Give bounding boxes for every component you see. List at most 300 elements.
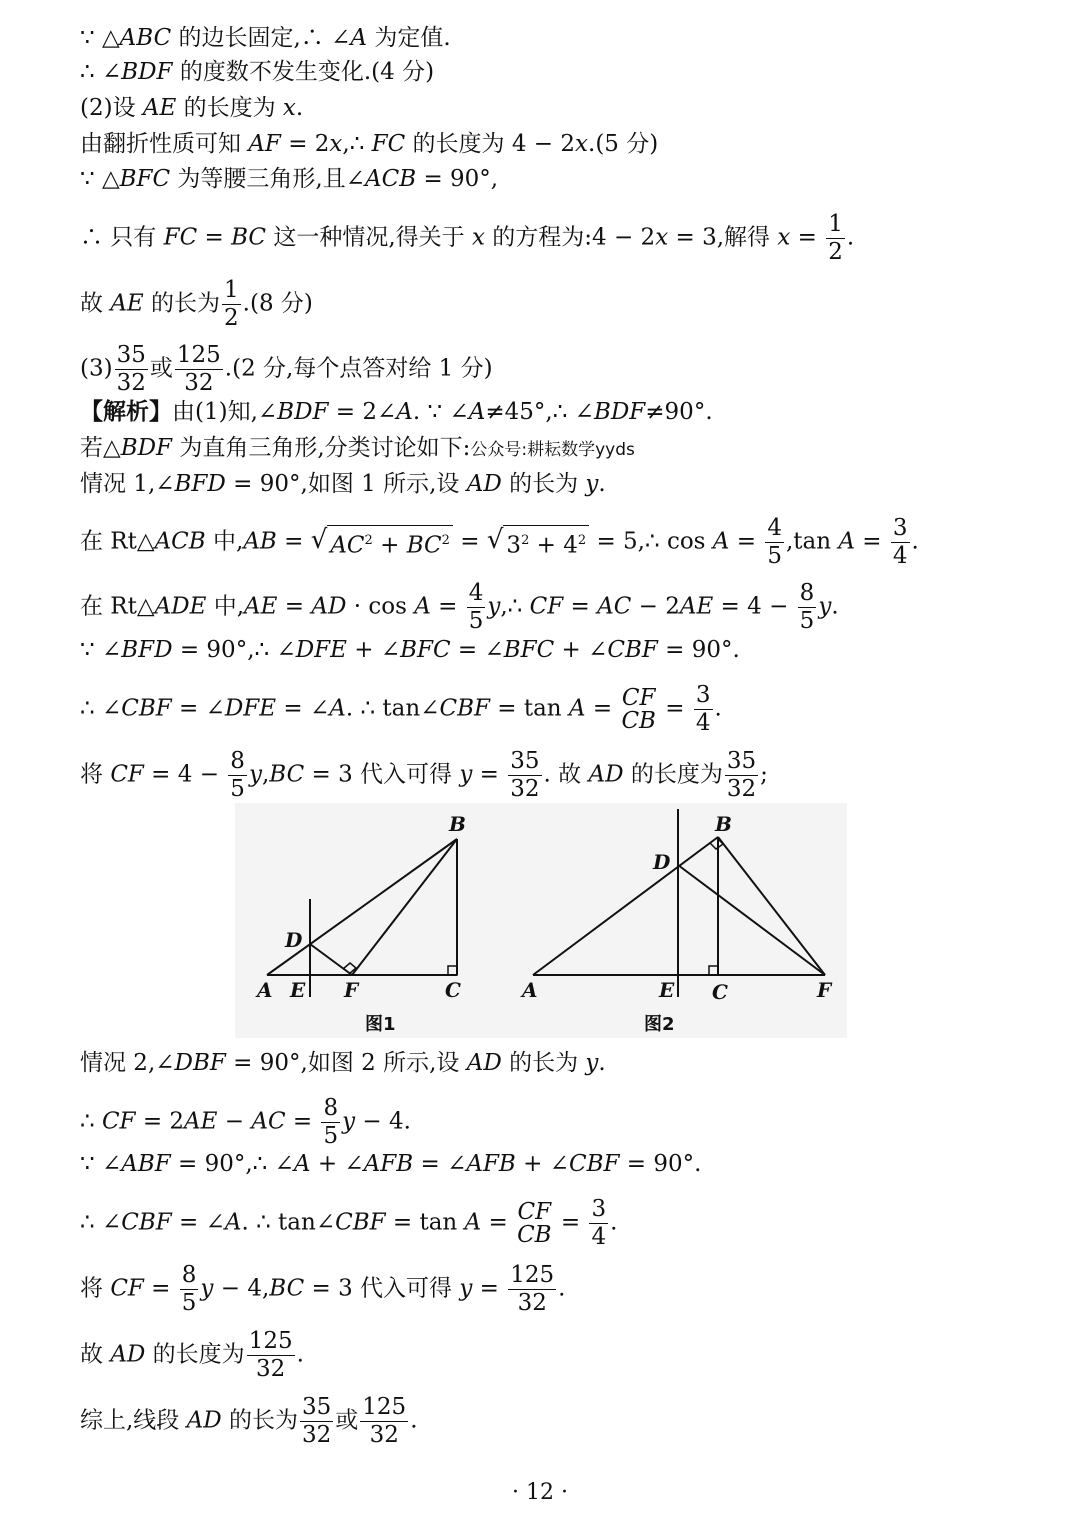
fig1-label-a: A (257, 978, 273, 1002)
t: = (285, 1108, 320, 1135)
t: . (831, 593, 839, 620)
t: 3 (506, 532, 522, 559)
fraction (798, 582, 817, 633)
fraction (508, 1264, 556, 1315)
line-11 (80, 468, 606, 500)
t: = 90°,∴ ∠ (170, 1151, 294, 1177)
fig1-right-angle-c (448, 966, 457, 975)
numerator: 3 (591, 1196, 607, 1222)
t: = 4 − (713, 593, 796, 620)
t: . (846, 224, 855, 251)
t: − 2 (631, 593, 680, 620)
numerator: 4 (468, 580, 484, 606)
numerator: 35 (726, 748, 757, 774)
fig2-label-f: F (817, 978, 832, 1002)
fig2-label-a: A (522, 978, 538, 1002)
figures-svg (235, 803, 847, 1038)
radical-sign: √ (310, 524, 328, 555)
t: y (459, 761, 473, 788)
t: CBF (335, 1209, 386, 1236)
t: = 90°, (416, 166, 499, 192)
fraction (765, 517, 784, 568)
t: 的长为 (221, 1407, 298, 1434)
numerator: 1 (828, 211, 843, 237)
t: + ∠ (515, 1151, 569, 1177)
t: y (342, 1108, 356, 1135)
t: x (282, 95, 296, 121)
t: A (568, 695, 586, 722)
t: 或 (335, 1407, 359, 1434)
t: AE (110, 290, 144, 317)
line-23 (80, 1396, 418, 1447)
t: · cos (346, 593, 415, 620)
t: = 2 (135, 1108, 185, 1135)
t: AF (248, 131, 281, 157)
t: ,∴ (342, 131, 372, 157)
t: (2)设 (80, 95, 143, 121)
t: AD (110, 1341, 146, 1368)
t: AD (311, 593, 347, 620)
t: = (854, 528, 889, 555)
line-15 (80, 684, 722, 735)
numerator: 3 (892, 515, 908, 541)
fig1-label-d: D (285, 928, 303, 952)
t: y (248, 761, 262, 788)
t: A (414, 593, 431, 620)
t: BDF (277, 399, 329, 425)
fraction (694, 684, 713, 735)
numerator: CF (621, 684, 656, 711)
t: = (563, 593, 598, 620)
t: ≠90°. (645, 399, 713, 425)
t: = (143, 1275, 178, 1302)
t: ∵ ∠ (80, 1151, 122, 1177)
t: 的长度为 (623, 761, 723, 788)
numerator: 125 (176, 342, 221, 368)
t: (3) (80, 355, 113, 382)
denominator: 32 (517, 1290, 547, 1316)
t: = 2 (280, 131, 330, 157)
t: CF (110, 761, 144, 788)
fig1-segment-fb (352, 839, 457, 975)
t: = (472, 761, 507, 788)
t: A (224, 1209, 242, 1236)
t: = (276, 528, 311, 555)
line-8 (80, 344, 493, 395)
t: FC (371, 131, 406, 157)
t: + ∠ (346, 637, 401, 663)
denominator: CB (621, 707, 656, 734)
t: + ∠ (554, 637, 608, 663)
t: FC (163, 224, 198, 251)
t: 故 (80, 1341, 111, 1368)
t: . (410, 1407, 418, 1434)
t: y (487, 593, 501, 620)
t: 在 Rt△ (80, 593, 155, 620)
denominator: 32 (726, 776, 757, 802)
numerator: 35 (116, 342, 146, 368)
t: ∴ 只有 (80, 224, 164, 251)
t: y (459, 1275, 473, 1302)
t: 的长为 (501, 471, 586, 497)
line-16 (80, 750, 768, 801)
t: BFD (174, 471, 226, 497)
line-5 (80, 163, 498, 195)
t: = (430, 593, 465, 620)
fraction (891, 517, 910, 568)
t: = (277, 593, 312, 620)
line-1 (80, 22, 451, 54)
t: . (558, 1275, 566, 1302)
t: = 90°,∴ ∠ (172, 637, 296, 663)
line-10 (80, 432, 635, 466)
line-7 (80, 279, 313, 330)
denominator: CB (517, 1221, 552, 1248)
t: BC (269, 1275, 305, 1302)
t: 的度数不发生变化.(4 分) (172, 59, 435, 85)
line-4 (80, 128, 658, 160)
fraction (826, 213, 845, 264)
t: AD (588, 761, 624, 788)
t: x (655, 224, 669, 251)
t: y (585, 1050, 599, 1076)
t: 中, (205, 528, 244, 555)
fig1-label-e: E (290, 978, 306, 1002)
t: = 90°. (657, 637, 740, 663)
fraction (467, 582, 486, 633)
t: x (329, 131, 343, 157)
t: ∴ ∠ (80, 695, 122, 722)
t: . (610, 1209, 618, 1236)
line-9 (80, 396, 713, 428)
line-13 (80, 582, 839, 633)
t: ∴ ∠ (80, 1209, 122, 1236)
t: 的长度为 (176, 95, 283, 121)
radical-sign: √ (486, 524, 504, 555)
t: AC (330, 532, 365, 559)
t: = 90°,如图 2 所示,设 (225, 1050, 467, 1076)
t: ,∴ (500, 593, 530, 620)
fig1-caption: 图1 (365, 1014, 396, 1035)
t: 的长为 (143, 290, 221, 317)
t: . ∴ tan∠ (241, 1209, 336, 1236)
fraction (247, 1330, 295, 1381)
fraction (508, 750, 541, 801)
t: A (468, 399, 486, 425)
fig1-label-c: C (445, 978, 461, 1002)
t: .(5 分) (588, 131, 659, 157)
t: ,tan (785, 528, 839, 555)
fraction (115, 344, 148, 395)
line-19 (80, 1148, 701, 1180)
denominator: 32 (302, 1422, 332, 1448)
t: A (329, 695, 346, 722)
numerator: 4 (767, 515, 782, 541)
t: AE (184, 1108, 218, 1135)
t: AE (679, 593, 714, 620)
t: + (372, 532, 407, 559)
denominator: 4 (892, 543, 908, 569)
t: . (911, 528, 919, 555)
denominator: 32 (256, 1356, 286, 1382)
t: . 故 (543, 761, 589, 788)
t: BC (231, 224, 267, 251)
fig1-label-b: B (449, 812, 466, 836)
t: = (729, 528, 764, 555)
t: BFC (119, 166, 171, 192)
denominator: 5 (468, 608, 484, 634)
t: = ∠ (413, 1151, 467, 1177)
line-17 (80, 1047, 606, 1079)
numerator: 125 (510, 1262, 555, 1288)
t: AC (597, 593, 632, 620)
t: ACB (365, 166, 417, 192)
t: . (598, 471, 606, 497)
t: 情况 2,∠ (80, 1050, 175, 1076)
t: AC (251, 1108, 286, 1135)
numerator: 8 (323, 1095, 339, 1121)
t: 为直角三角形,分类讨论如下: (172, 435, 471, 461)
line-18 (80, 1097, 411, 1148)
t: = (472, 1275, 507, 1302)
t: A (464, 1209, 482, 1236)
t: A (293, 1151, 311, 1177)
t: DFE (295, 637, 347, 663)
t: 中, (206, 593, 245, 620)
sqrt (311, 525, 453, 561)
t: 为等腰三角形,且∠ (170, 166, 366, 192)
t: 的边长固定,∴ ∠ (171, 25, 351, 51)
t: ∵ △ (80, 25, 120, 51)
t: A (350, 25, 368, 51)
denominator: 4 (695, 710, 711, 736)
t: = (452, 528, 487, 555)
t: CBF (569, 1151, 620, 1177)
fig2-label-d: D (653, 850, 671, 874)
t: 在 Rt△ (80, 528, 155, 555)
t: .(8 分) (242, 290, 313, 317)
t: ≠45°,∴ ∠ (485, 399, 594, 425)
t: BFC (400, 637, 451, 663)
denominator: 32 (184, 370, 214, 396)
t: BC (269, 761, 305, 788)
denominator: 32 (510, 776, 540, 802)
t: . (296, 1341, 304, 1368)
fraction (180, 1264, 199, 1315)
t: 为定值. (367, 25, 451, 51)
t: AFB (466, 1151, 516, 1177)
t: y (818, 593, 832, 620)
t: y (585, 471, 599, 497)
t: 或 (149, 355, 173, 382)
t: = ∠ (450, 637, 504, 663)
numerator: 125 (248, 1328, 293, 1354)
page-number: · 12 · (512, 1480, 568, 1505)
t: 由(1)知,∠ (172, 399, 278, 425)
watermark-text: 公众号:耕耘数学yyds (470, 440, 635, 460)
t: y (200, 1275, 214, 1302)
line-14 (80, 634, 740, 666)
t: . ∵ ∠ (412, 399, 469, 425)
t: ABF (121, 1151, 171, 1177)
t: = 90°. (619, 1151, 702, 1177)
fig1-label-f: F (344, 978, 359, 1002)
t: ∵ ∠ (80, 637, 122, 663)
fraction (589, 1198, 608, 1249)
fig2-label-b: B (715, 812, 732, 836)
t: = (481, 1209, 516, 1236)
t: BFD (121, 637, 173, 663)
t: ∵ △ (80, 166, 120, 192)
numerator: 35 (510, 748, 540, 774)
t: AE (244, 593, 278, 620)
fraction (228, 750, 247, 801)
t: BDF (121, 59, 173, 85)
t: = 3 代入可得 (304, 1275, 460, 1302)
t: = ∠ (171, 695, 225, 722)
t: CBF (121, 1209, 172, 1236)
numerator: 1 (224, 277, 239, 303)
t: CBF (607, 637, 658, 663)
line-12 (80, 517, 919, 568)
t: AD (466, 471, 502, 497)
t: BC (406, 532, 442, 559)
t: CF (110, 1275, 144, 1302)
denominator: 5 (767, 543, 782, 569)
t: CF (101, 1108, 136, 1135)
numerator: 8 (181, 1262, 197, 1288)
denominator: 32 (369, 1422, 399, 1448)
denominator: 32 (116, 370, 146, 396)
t: = (585, 695, 620, 722)
fraction (360, 1396, 408, 1447)
t: ; (760, 761, 768, 788)
numerator: 125 (362, 1394, 407, 1420)
fraction (621, 684, 656, 734)
t: 情况 1,∠ (80, 471, 175, 497)
denominator: 5 (323, 1123, 339, 1149)
t: AD (466, 1050, 502, 1076)
t: = (657, 695, 692, 722)
t: . (714, 695, 722, 722)
t: + 4 (529, 532, 578, 559)
t: A (838, 528, 855, 555)
t: 的长度为 4 − 2 (405, 131, 576, 157)
fraction (725, 750, 758, 801)
denominator: 5 (230, 776, 245, 802)
fig1-segment-df (310, 944, 352, 975)
t: BDF (593, 399, 646, 425)
t: = 4 − (143, 761, 227, 788)
t: = 90°,如图 1 所示,设 (225, 471, 467, 497)
fig2-label-e: E (659, 978, 675, 1002)
fraction (321, 1097, 340, 1148)
t: DFE (224, 695, 277, 722)
t: 若△ (80, 435, 121, 461)
t: 故 (80, 290, 111, 317)
t: AFB (363, 1151, 414, 1177)
fig2-label-c: C (712, 980, 728, 1004)
fig1-side-ab (267, 839, 457, 975)
line-20 (80, 1198, 617, 1249)
t: − 4, (213, 1275, 270, 1302)
fraction (175, 344, 223, 395)
t: 综上,线段 (80, 1407, 187, 1434)
t: 将 (80, 761, 111, 788)
sqrt (487, 525, 589, 561)
fig2-right-angle-c (709, 966, 718, 975)
t: 这一种情况,得关于 (266, 224, 472, 251)
t: BDF (120, 435, 173, 461)
t: − (217, 1108, 252, 1135)
line-6 (80, 213, 854, 264)
denominator: 4 (591, 1224, 607, 1250)
t: − 4. (355, 1108, 411, 1135)
t: . ∴ tan∠ (345, 695, 440, 722)
fig2-caption: 图2 (644, 1014, 675, 1035)
t: , (261, 761, 270, 788)
t: ABC (119, 25, 172, 51)
t: DBF (174, 1050, 226, 1076)
t: + ∠ (310, 1151, 364, 1177)
t: = 2∠ (328, 399, 397, 425)
denominator: 5 (181, 1290, 197, 1316)
numerator: 8 (230, 748, 245, 774)
t: AD (186, 1407, 222, 1434)
numerator: CF (517, 1198, 552, 1225)
t: 的方程为:4 − 2 (484, 224, 656, 251)
numerator: 3 (695, 682, 711, 708)
fraction (222, 279, 241, 330)
analysis-tag: 【解析】 (80, 399, 172, 425)
fraction (517, 1198, 552, 1248)
t: A (396, 399, 413, 425)
t: CBF (121, 695, 172, 722)
denominator: 5 (799, 608, 815, 634)
t: = tan (385, 1209, 465, 1236)
denominator: 2 (828, 239, 843, 265)
line-21 (80, 1264, 565, 1315)
numerator: 8 (799, 580, 815, 606)
t: x (575, 131, 589, 157)
fraction (300, 1396, 333, 1447)
t: = 3,解得 (668, 224, 778, 251)
t: ∴ (80, 1108, 102, 1135)
radicand: $AC^2 + BC^2$ (327, 525, 453, 561)
t: 由翻折性质可知 (80, 131, 249, 157)
fig2-side-ab (533, 837, 718, 975)
t: BFC (503, 637, 555, 663)
denominator: 2 (224, 305, 239, 331)
t: ADE (154, 593, 207, 620)
line-22 (80, 1330, 304, 1381)
line-2 (80, 56, 434, 88)
t: 将 (80, 1275, 111, 1302)
t: = 3 代入可得 (304, 761, 460, 788)
t: x (471, 224, 485, 251)
t: = (790, 224, 825, 251)
t: CF (529, 593, 564, 620)
t: = ∠ (171, 1209, 225, 1236)
t: x (777, 224, 791, 251)
t: A (712, 528, 730, 555)
t: .(2 分,每个点答对给 1 分) (224, 355, 493, 382)
t: = 5,∴ cos (589, 528, 713, 555)
t: = (197, 224, 232, 251)
t: . (598, 1050, 606, 1076)
t: CBF (439, 695, 490, 722)
line-3 (80, 92, 303, 124)
